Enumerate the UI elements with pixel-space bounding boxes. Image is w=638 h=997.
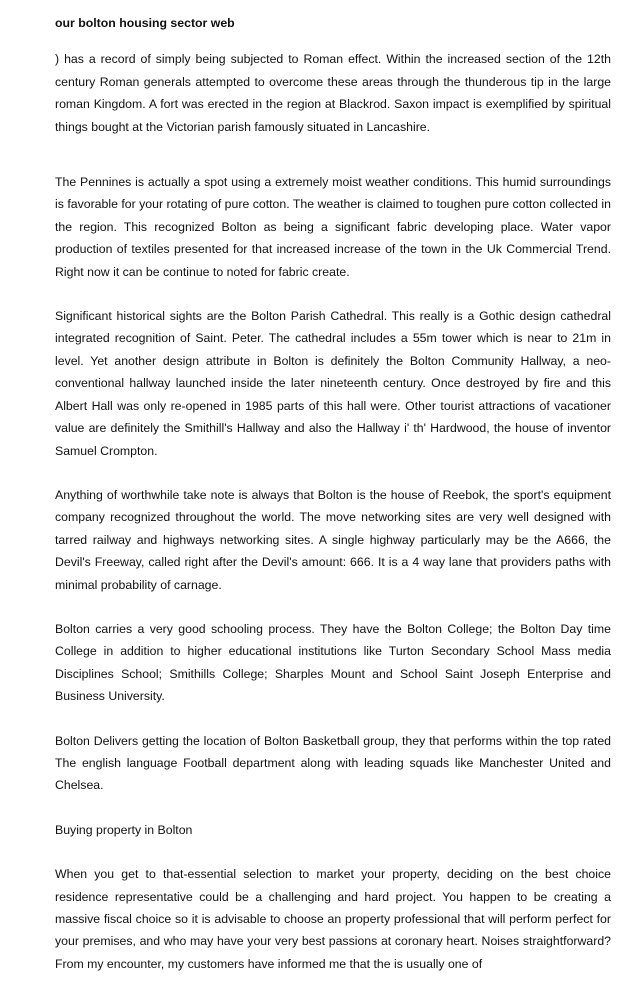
paragraph-historical-sights: Significant historical sights are the Bolton Parish Cathedral. This really is a Gothic design cathedral integrated recognition of Saint. Peter. The cathedral includes a 55m tower which is near to 21m in level. Yet another design attribute in Bolton is definitely the Bolton Community Hallway, a neo-conventional hallway launched inside the later nineteenth century. Once destroyed by fire and this Albert Hall was only re-opened in 1985 parts of this hall were. Other tourist attractions of vacationer value are definitely the Smithill's Hallway and also the Hallway i' th' Hardwood, the house of inventor Samuel Crompton. <box>55 309 611 458</box>
paragraph-reebok-transport: Anything of worthwhile take note is always that Bolton is the house of Reebok, the sport's equipment company recognized throughout the world. The move networking sites are very well designed with tarred railway and highways networking sites. A single highway particularly may be the A666, the Devil's Freeway, called right after the Devil's amount: 666. It is a 4 way lane that providers paths with minimal probability of carnage. <box>55 487 611 592</box>
paragraph-roman-history: ) has a record of simply being subjected to Roman effect. Within the increased section of the 12th century Roman generals attempted to overcome these areas through the thunderous tip in the large roman Kingdom. A fort was erected in the region at Blackrod. Saxon impact is exemplified by spiritual things bought at the Victorian parish famously situated in Lancashire. <box>55 52 611 134</box>
document-title: our bolton housing sector web <box>55 16 235 30</box>
paragraph-football: Bolton Delivers getting the location of Bolton Basketball group, they that performs within the top rated The english language Football department along with leading squads like Manchester United and Chelsea. <box>55 733 611 793</box>
paragraph-schooling: Bolton carries a very good schooling process. They have the Bolton College; the Bolton Day time College in addition to higher educational institutions like Turton Secondary School Mass media Disciplines School; Smithills College; Sharples Mount and School Saint Joseph Enterprise and Business University. <box>55 621 611 704</box>
section-heading-buying-property: Buying property in Bolton <box>55 822 193 837</box>
document-page <box>55 12 611 997</box>
paragraph-pennines-cotton: The Pennines is actually a spot using a extremely moist weather conditions. This humid surroundings is favorable for your rotating of pure cotton. The weather is claimed to toughen pure cotton collected in the region. This recognized Bolton as being a significant fabric developing place. Water vapor production of textiles presented for that increased increase of the town in the Uk Commercial Trend. Right now it can be continue to noted for fabric create. <box>55 175 611 279</box>
paragraph-selling-property: When you get to that-essential selection to market your property, deciding on the best choice residence representative could be a challenging and hard project. You happen to be creating a massive fiscal choice so it is advisable to choose an property professional that will perform perfect for your premises, and who may have your very best passions at coronary heart. Noises straightforward? From my encounter, my customers have informed me that the is usually one of <box>55 867 611 971</box>
